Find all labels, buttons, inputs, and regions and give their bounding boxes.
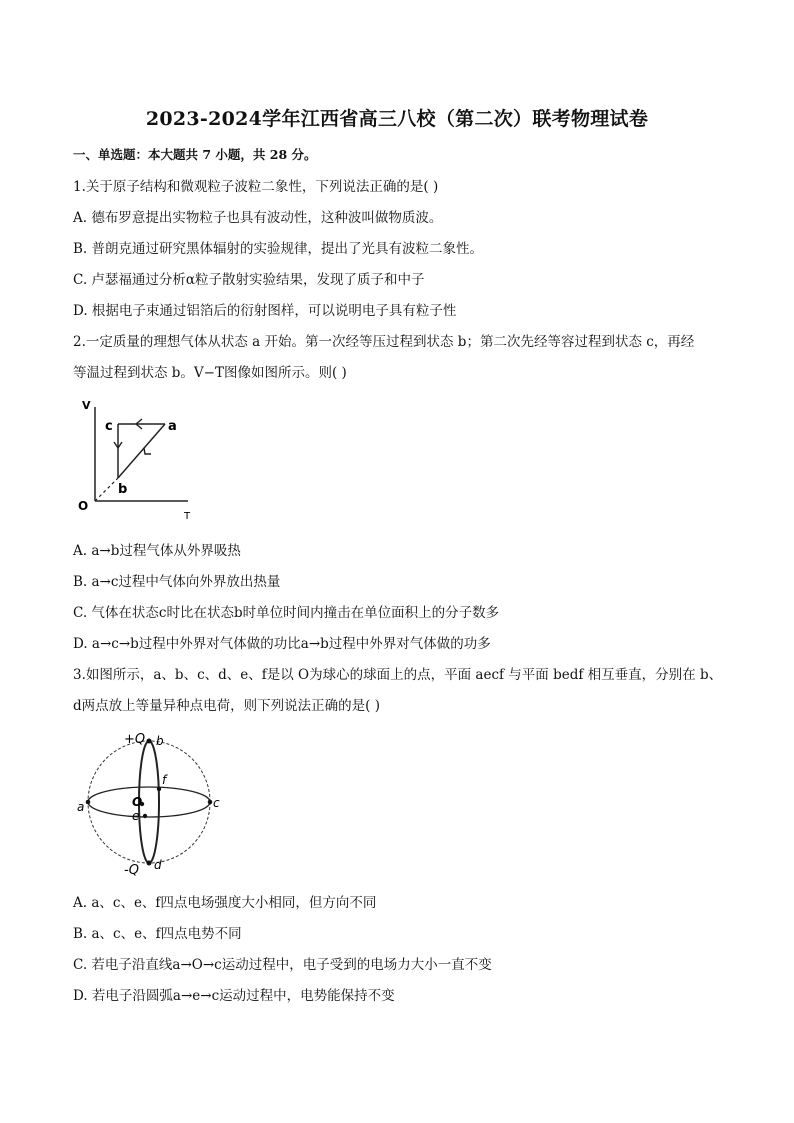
question-1-option-b: B. 普朗克通过研究黑体辐射的实验规律，提出了光具有波粒二象性。 bbox=[73, 241, 484, 257]
point-e bbox=[143, 814, 147, 818]
question-2-stem-line2: 等温过程到状态 b。V−T图像如图所示。则( ) bbox=[73, 365, 347, 381]
point-c bbox=[208, 800, 213, 805]
question-3-stem-line2: d两点放上等量异种点电荷，则下列说法正确的是( ) bbox=[73, 698, 380, 714]
section-heading: 一、单选题：本大题共 7 小题，共 28 分。 bbox=[73, 147, 317, 162]
question-2-option-d: D. a→c→b过程中外界对气体做的功比a→b过程中外界对气体做的功多 bbox=[73, 636, 491, 652]
line-a-b bbox=[118, 424, 165, 478]
question-3-option-d: D. 若电子沿圆弧a→e→c运动过程中，电势能保持不变 bbox=[73, 988, 395, 1004]
question-1-option-c: C. 卢瑟福通过分析α粒子散射实验结果，发现了质子和中子 bbox=[73, 272, 425, 288]
label-o: O bbox=[132, 795, 143, 809]
plane-aecf-ellipse bbox=[88, 787, 210, 817]
label-e: e bbox=[132, 809, 140, 823]
point-f bbox=[157, 787, 161, 791]
label-a: a bbox=[168, 419, 177, 434]
arrow-a-to-b bbox=[144, 448, 151, 454]
question-3-option-c: C. 若电子沿直线a→O→c运动过程中，电子受到的电场力大小一直不变 bbox=[73, 957, 492, 973]
question-3-option-a: A. a、c、e、f四点电场强度大小相同，但方向不同 bbox=[73, 895, 377, 911]
vt-graph bbox=[70, 393, 200, 523]
label-v: V bbox=[82, 399, 91, 412]
label-plus-q: +Q bbox=[124, 732, 146, 747]
label-b: b bbox=[118, 482, 128, 497]
sphere-figure bbox=[72, 726, 222, 882]
label-o: O bbox=[78, 499, 89, 513]
question-3-stem-line1: 3.如图所示，a、b、c、d、e、f是以 O为球心的球面上的点，平面 aecf 与平面 bedf 相互垂直，分别在 b、 bbox=[73, 667, 723, 683]
label-t: T bbox=[184, 511, 191, 522]
label-c: c bbox=[105, 419, 113, 434]
point-b bbox=[147, 739, 152, 744]
question-1-option-a: A. 德布罗意提出实物粒子也具有波动性，这种波叫做物质波。 bbox=[73, 210, 443, 226]
question-1-option-d: D. 根据电子束通过铝箔后的衍射图样，可以说明电子具有粒子性 bbox=[73, 303, 457, 319]
label-minus-q: -Q bbox=[124, 863, 139, 878]
question-2-option-a: A. a→b过程气体从外界吸热 bbox=[73, 543, 241, 559]
sphere-diagram bbox=[72, 726, 222, 878]
label-c: c bbox=[213, 796, 220, 810]
label-a: a bbox=[77, 800, 85, 814]
question-2-option-b: B. a→c过程中气体向外界放出热量 bbox=[73, 574, 281, 590]
point-a bbox=[86, 800, 91, 805]
dashed-origin-line bbox=[95, 478, 118, 501]
sphere-outline bbox=[88, 741, 210, 863]
label-f: f bbox=[162, 773, 167, 787]
label-d: d bbox=[154, 858, 162, 872]
point-d bbox=[147, 861, 152, 866]
question-2-option-c: C. 气体在状态c时比在状态b时单位时间内撞击在单位面积上的分子数多 bbox=[73, 605, 500, 621]
vt-graph-figure bbox=[70, 393, 200, 527]
page-title: 2023-2024学年江西省高三八校（第二次）联考物理试卷 bbox=[145, 108, 649, 130]
label-b: b bbox=[156, 734, 164, 748]
question-3-option-b: B. a、c、e、f四点电势不同 bbox=[73, 926, 242, 942]
question-1-stem: 1.关于原子结构和微观粒子波粒二象性，下列说法正确的是( ) bbox=[73, 179, 439, 195]
question-2-stem-line1: 2.一定质量的理想气体从状态 a 开始。第一次经等压过程到状态 b；第二次先经等容过程到状态 c，再经 bbox=[73, 334, 695, 350]
